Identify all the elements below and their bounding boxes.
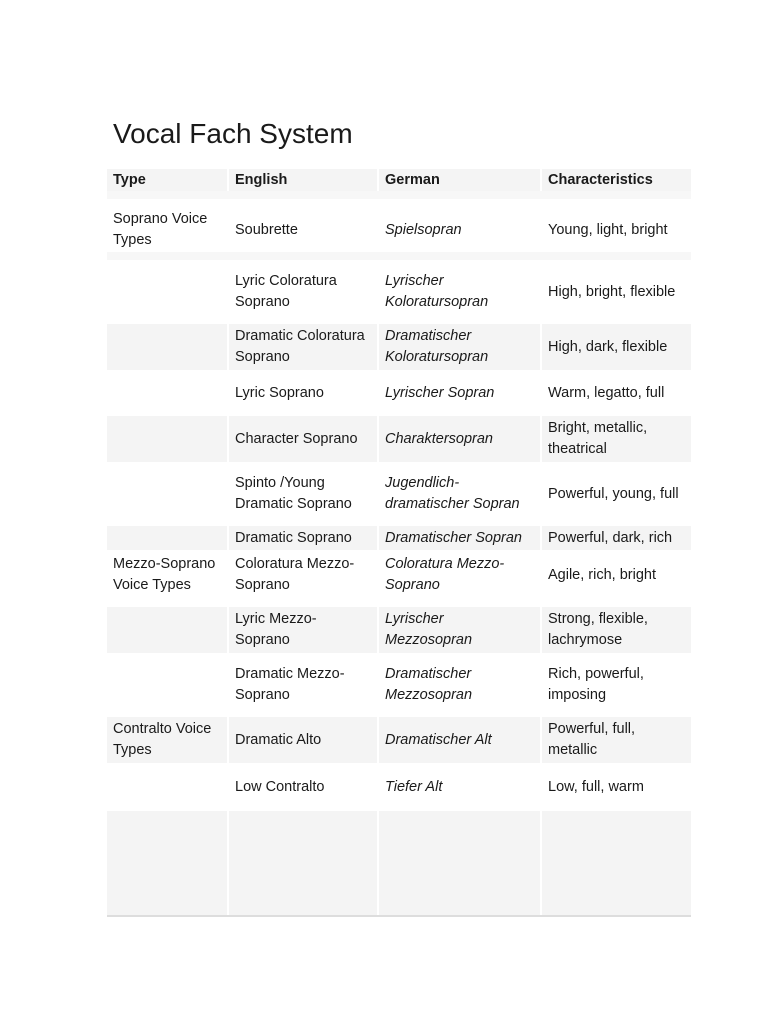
cell-type	[107, 324, 229, 370]
cell-english: Dramatic Alto	[229, 717, 379, 763]
cell-english: Dramatic Coloratura Soprano	[229, 324, 379, 370]
cell-characteristics: Powerful, full, metallic	[542, 717, 691, 763]
cell-german: Lyrischer Mezzosopran	[379, 607, 542, 653]
cell-german: Charaktersopran	[379, 416, 542, 462]
cell-english: Dramatic Soprano	[229, 526, 379, 550]
table-row	[107, 526, 691, 550]
cell-german: Lyrischer Sopran	[379, 379, 542, 407]
header-english: English	[229, 169, 379, 191]
cell-english: Low Contralto	[229, 772, 379, 802]
fach-table	[107, 160, 691, 917]
cell-characteristics: Warm, legatto, full	[548, 384, 665, 401]
cell-english: Character Soprano	[229, 416, 379, 462]
cell-german: Tiefer Alt	[379, 772, 542, 802]
cell-characteristics: High, dark, flexible	[542, 324, 691, 370]
cell-type: Soprano Voice Types	[107, 208, 229, 252]
cell-german: Coloratura Mezzo-Soprano	[379, 552, 542, 598]
table-row	[107, 379, 691, 407]
cell-type	[107, 269, 229, 315]
cell-english: Lyric Soprano	[229, 379, 379, 407]
table-row	[107, 416, 691, 462]
cell-type	[107, 471, 229, 517]
empty-table-row	[107, 811, 691, 915]
cell-characteristics: Bright, metallic, theatrical	[542, 416, 691, 462]
cell-german: Dramatischer Alt	[379, 717, 542, 763]
cell-type	[107, 416, 229, 462]
cell-english: Dramatic Mezzo-Soprano	[229, 662, 379, 708]
table-row	[107, 772, 691, 802]
cell-german: Dramatischer Koloratursopran	[379, 324, 542, 370]
table-row	[107, 552, 691, 598]
cell-german: Lyrischer Koloratursopran	[379, 269, 542, 315]
table-row	[107, 607, 691, 653]
header-german: German	[379, 169, 542, 191]
cell-english: Soubrette	[229, 208, 379, 252]
cell-english: Lyric Mezzo-Soprano	[229, 607, 379, 653]
cell-german: Jugendlich-dramatischer Sopran	[379, 471, 542, 517]
cell-characteristics: Young, light, bright	[548, 221, 668, 238]
table-row	[107, 324, 691, 370]
cell-type	[107, 379, 229, 407]
cell-type: Mezzo-Soprano Voice Types	[107, 552, 229, 598]
cell-characteristics: Strong, flexible, lachrymose	[542, 607, 691, 653]
cell-german: Dramatischer Mezzosopran	[379, 662, 542, 708]
cell-english: Lyric Coloratura Soprano	[229, 269, 379, 315]
header-characteristics: Characteristics	[542, 169, 691, 191]
table-row	[107, 662, 691, 708]
cell-characteristics: Low, full, warm	[548, 778, 644, 795]
cell-english: Spinto /Young Dramatic Soprano	[229, 471, 379, 517]
cell-english: Coloratura Mezzo-Soprano	[229, 552, 379, 598]
cell-type	[107, 607, 229, 653]
cell-characteristics: High, bright, flexible	[548, 283, 676, 300]
table-row	[107, 471, 691, 517]
cell-type	[107, 662, 229, 708]
cell-german: Dramatischer Sopran	[379, 526, 542, 550]
cell-german: Spielsopran	[379, 208, 542, 252]
cell-type	[107, 526, 229, 550]
table-header-row	[107, 169, 691, 191]
cell-characteristics: Powerful, young, full	[548, 485, 679, 502]
cell-type: Contralto Voice Types	[107, 717, 229, 763]
cell-characteristics: Powerful, dark, rich	[542, 526, 691, 550]
cell-characteristics: Rich, powerful, imposing	[548, 666, 644, 703]
cell-type	[107, 772, 229, 802]
table-row	[107, 269, 691, 315]
table-row	[107, 208, 691, 252]
cell-characteristics: Agile, rich, bright	[548, 566, 656, 583]
header-type: Type	[107, 169, 229, 191]
table-row	[107, 717, 691, 763]
page-title: Vocal Fach System	[113, 118, 353, 149]
